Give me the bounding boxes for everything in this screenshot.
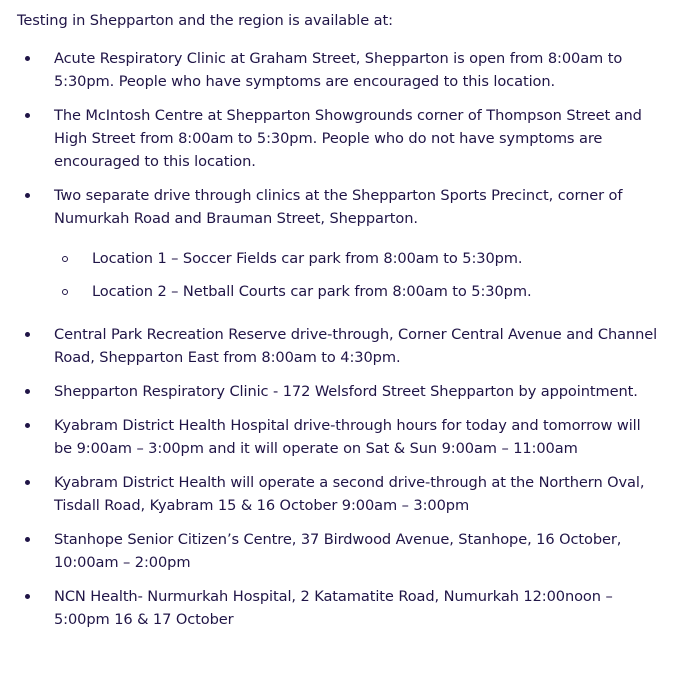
bullet-icon	[25, 537, 30, 542]
list-item	[17, 323, 660, 369]
list-item	[17, 104, 660, 173]
bullet-icon	[25, 332, 30, 337]
list-item-text: Central Park Recreation Reserve drive-through, Corner Central Avenue and Channel Road, Shepparton East from 8:00am to 4:30pm.	[54, 326, 658, 366]
list-item	[17, 471, 660, 517]
list-item-text: Stanhope Senior Citizen’s Centre, 37 Birdwood Avenue, Stanhope, 16 October, 10:00am – 2:00pm	[54, 531, 622, 571]
list-item-text: The McIntosh Centre at Shepparton Showgrounds corner of Thompson Street and High Street from 8:00am to 5:30pm. People who do not have symptoms are encouraged to this location.	[54, 107, 642, 170]
intro-text: Testing in Shepparton and the region is available at:	[17, 12, 393, 29]
bullet-icon	[25, 193, 30, 198]
bullet-icon	[25, 423, 30, 428]
list-item	[17, 585, 660, 631]
list-item-text: Two separate drive through clinics at the Shepparton Sports Precinct, corner of Numurkah Road and Brauman Street, Shepparton.	[54, 187, 623, 227]
list-item	[17, 380, 660, 403]
sub-list-item-text: Location 2 – Netball Courts car park from 8:00am to 5:30pm.	[92, 283, 532, 300]
list-item	[17, 184, 660, 303]
list-item-text: NCN Health- Nurmurkah Hospital, 2 Katamatite Road, Numurkah 12:00noon – 5:00pm 16 & 17 October	[54, 588, 613, 628]
list-item-text: Shepparton Respiratory Clinic - 172 Welsford Street Shepparton by appointment.	[54, 383, 638, 400]
sub-list-item-text: Location 1 – Soccer Fields car park from 8:00am to 5:30pm.	[92, 250, 523, 267]
bullet-icon	[25, 594, 30, 599]
list-item	[17, 414, 660, 460]
list-item	[17, 47, 660, 93]
circle-bullet-icon	[62, 256, 68, 262]
bullet-icon	[25, 480, 30, 485]
sub-list-item	[54, 247, 660, 270]
sub-list	[54, 247, 660, 303]
sub-list-item	[54, 280, 660, 303]
bullet-icon	[25, 56, 30, 61]
testing-locations-list	[17, 47, 660, 631]
list-item-text: Acute Respiratory Clinic at Graham Street, Shepparton is open from 8:00am to 5:30pm. People who have symptoms are encouraged to this location.	[54, 50, 623, 90]
bullet-icon	[25, 389, 30, 394]
list-item-text: Kyabram District Health will operate a second drive-through at the Northern Oval, Tisdall Road, Kyabram 15 & 16 October 9:00am – 3:00pm	[54, 474, 645, 514]
circle-bullet-icon	[62, 289, 68, 295]
bullet-icon	[25, 113, 30, 118]
list-item-text: Kyabram District Health Hospital drive-through hours for today and tomorrow will be 9:00am – 3:00pm and it will operate on Sat & Sun 9:00am – 11:00am	[54, 417, 641, 457]
list-item	[17, 528, 660, 574]
